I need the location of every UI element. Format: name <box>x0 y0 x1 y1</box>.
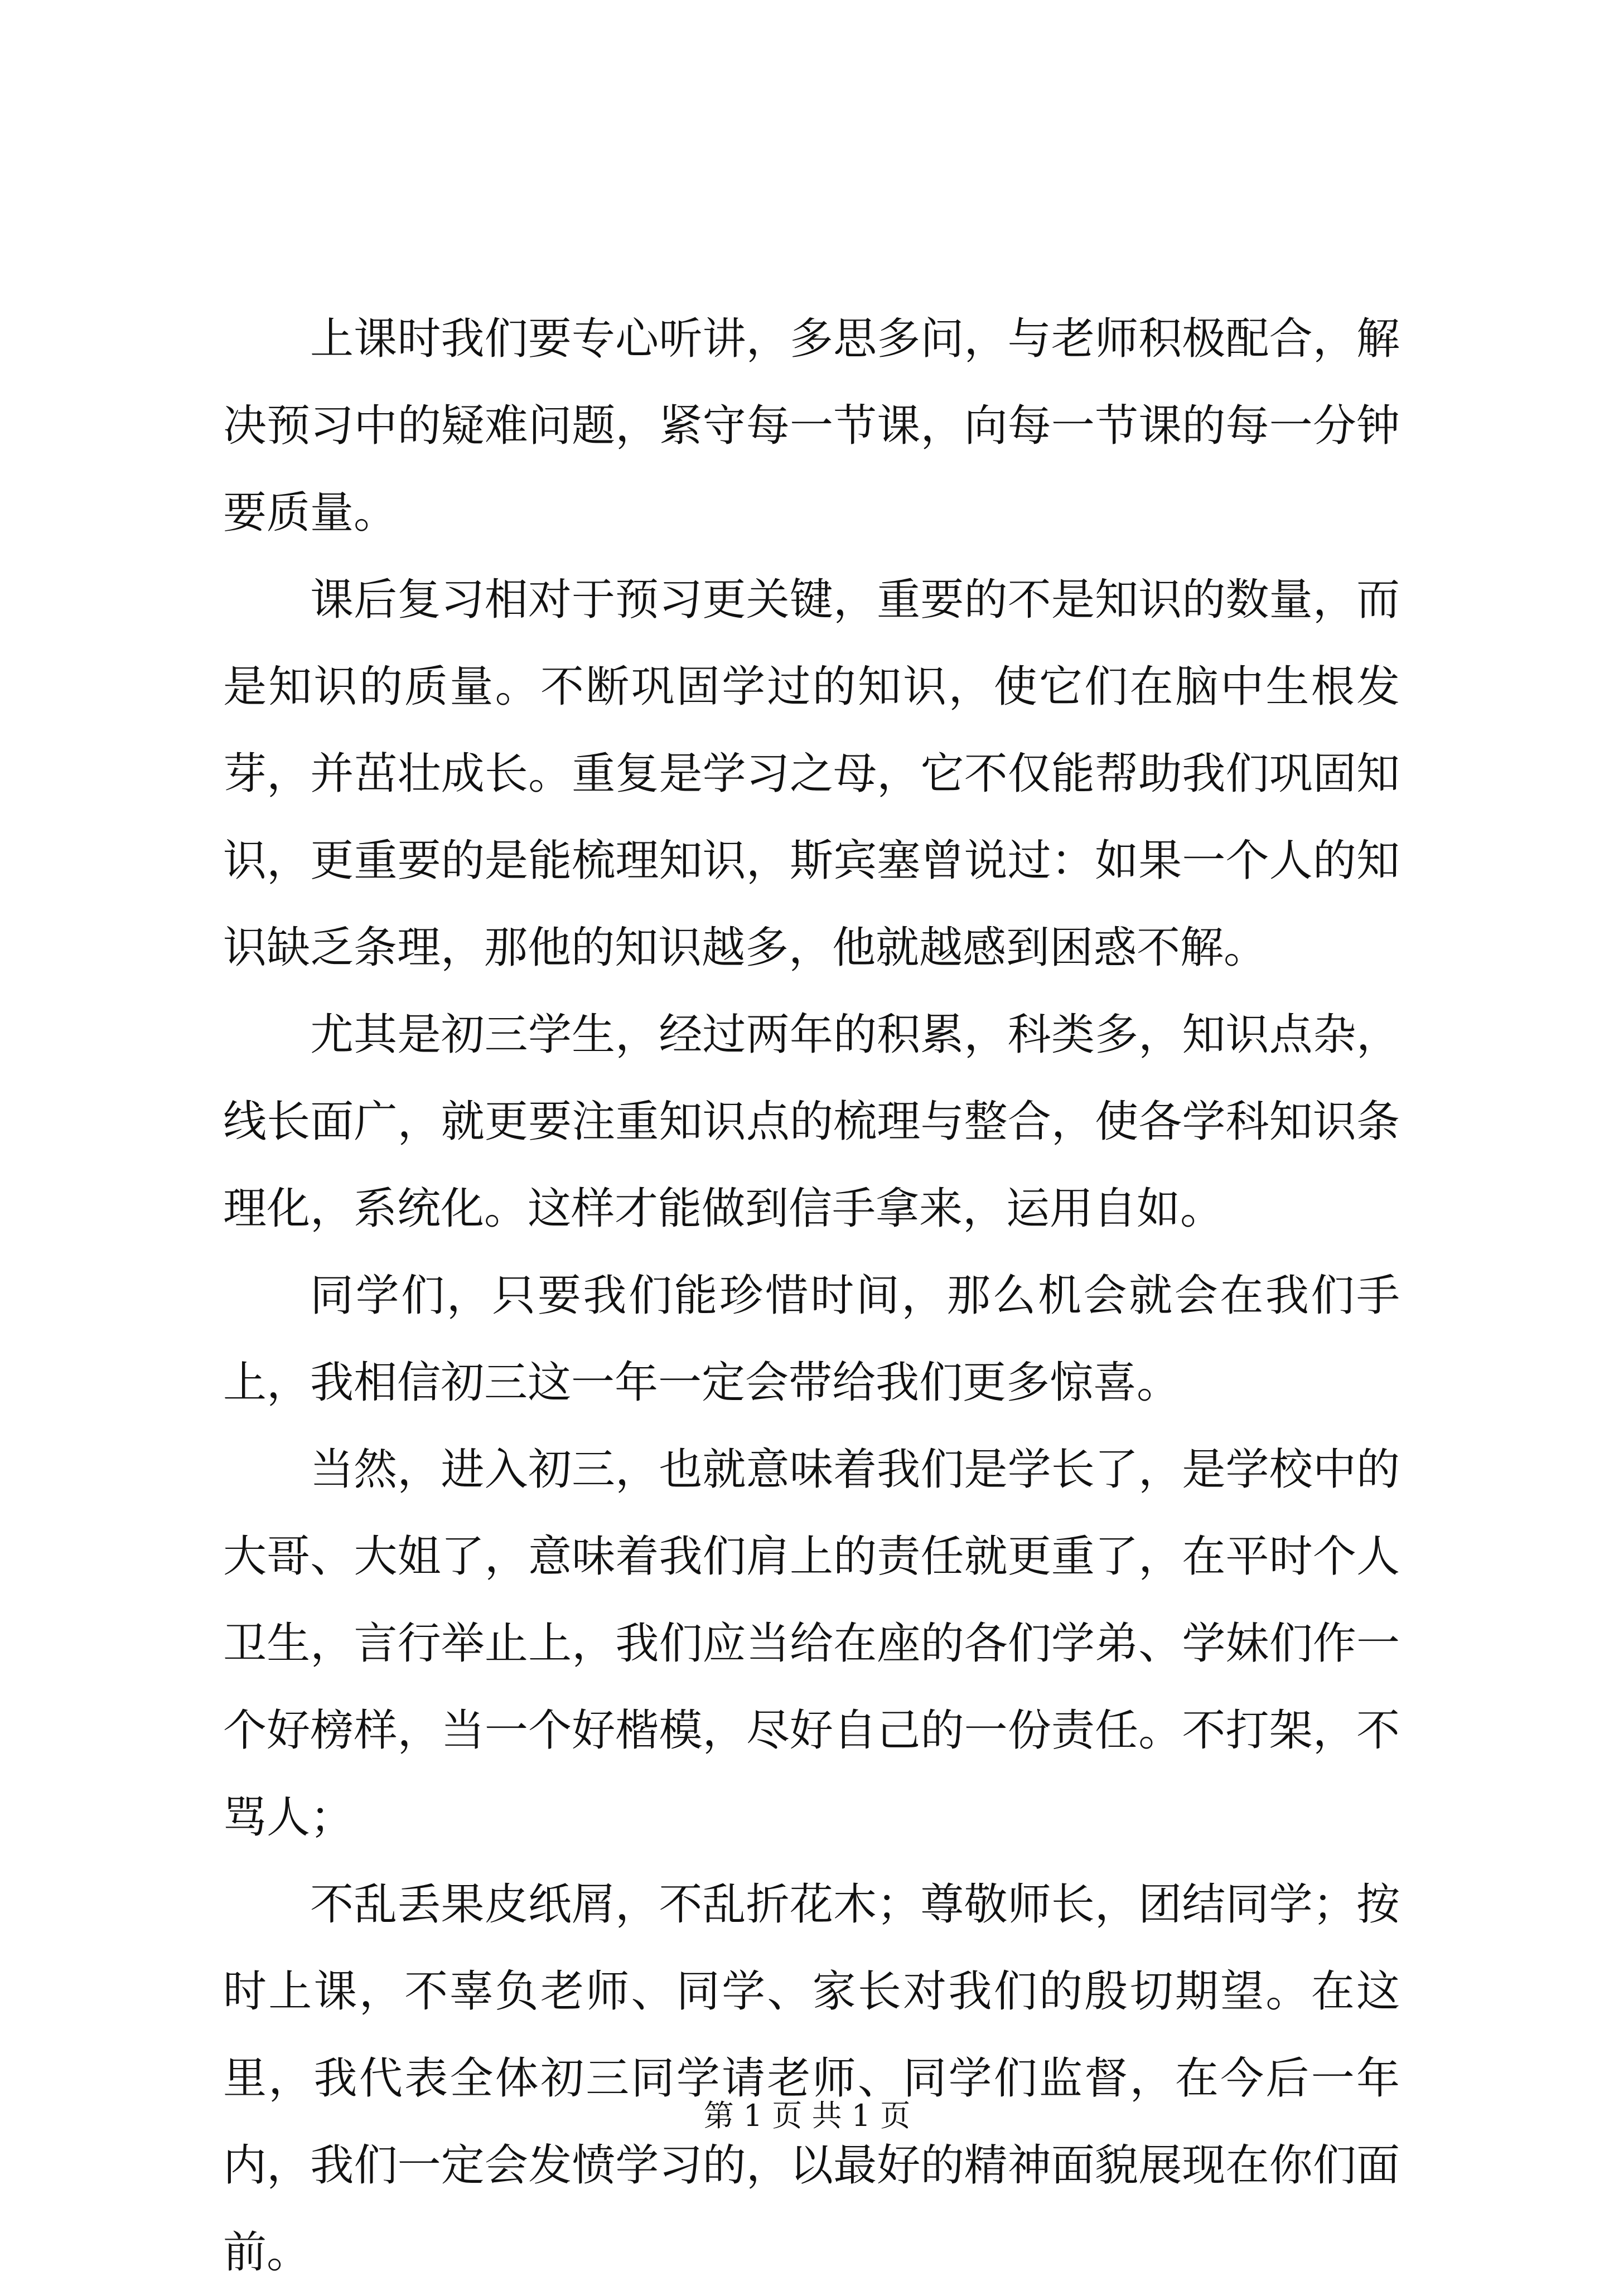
paragraph: 当然，进入初三，也就意味着我们是学长了，是学校中的大哥、大姐了，意味着我们肩上的责任就更重了，在平时个人卫生，言行举止上，我们应当给在座的各们学弟、学妹们作一个好榜样，当一个好楷模，尽好自己的一份责任。不打架，不骂人； <box>223 1445 1400 1843</box>
paragraph: 不乱丢果皮纸屑，不乱折花木；尊敬师长，团结同学；按时上课，不辜负老师、同学、家长对我们的殷切期望。在这里，我代表全体初三同学请老师、同学们监督，在今后一年内，我们一定会发愤学习的，以最好的精神面貌展现在你们面前。 <box>223 1880 1400 2278</box>
paragraph: 课后复习相对于预习更关键，重要的不是知识的数量，而是知识的质量。不断巩固学过的知识，使它们在脑中生根发芽，并茁壮成长。重复是学习之母，它不仅能帮助我们巩固知识，更重要的是能梳理知识，斯宾塞曾说过：如果一个人的知识缺乏条理，那他的知识越多，他就越感到困惑不解。 <box>223 575 1400 973</box>
paragraph: 上课时我们要专心听讲，多思多问，与老师积极配合，解决预习中的疑难问题，紧守每一节课，向每一节课的每一分钟要质量。 <box>223 314 1400 538</box>
paragraph: 同学们，只要我们能珍惜时间，那么机会就会在我们手上，我相信初三这一年一定会带给我们更多惊喜。 <box>223 1271 1400 1408</box>
document-body <box>223 296 1400 2296</box>
paragraph: 尤其是初三学生，经过两年的积累，科类多，知识点杂，线长面广，就更要注重知识点的梳理与整合，使各学科知识条理化，系统化。这样才能做到信手拿来，运用自如。 <box>223 1010 1400 1234</box>
page-number-label: 第 1 页 共 1 页 <box>703 2098 911 2133</box>
page-footer <box>0 2096 1614 2135</box>
